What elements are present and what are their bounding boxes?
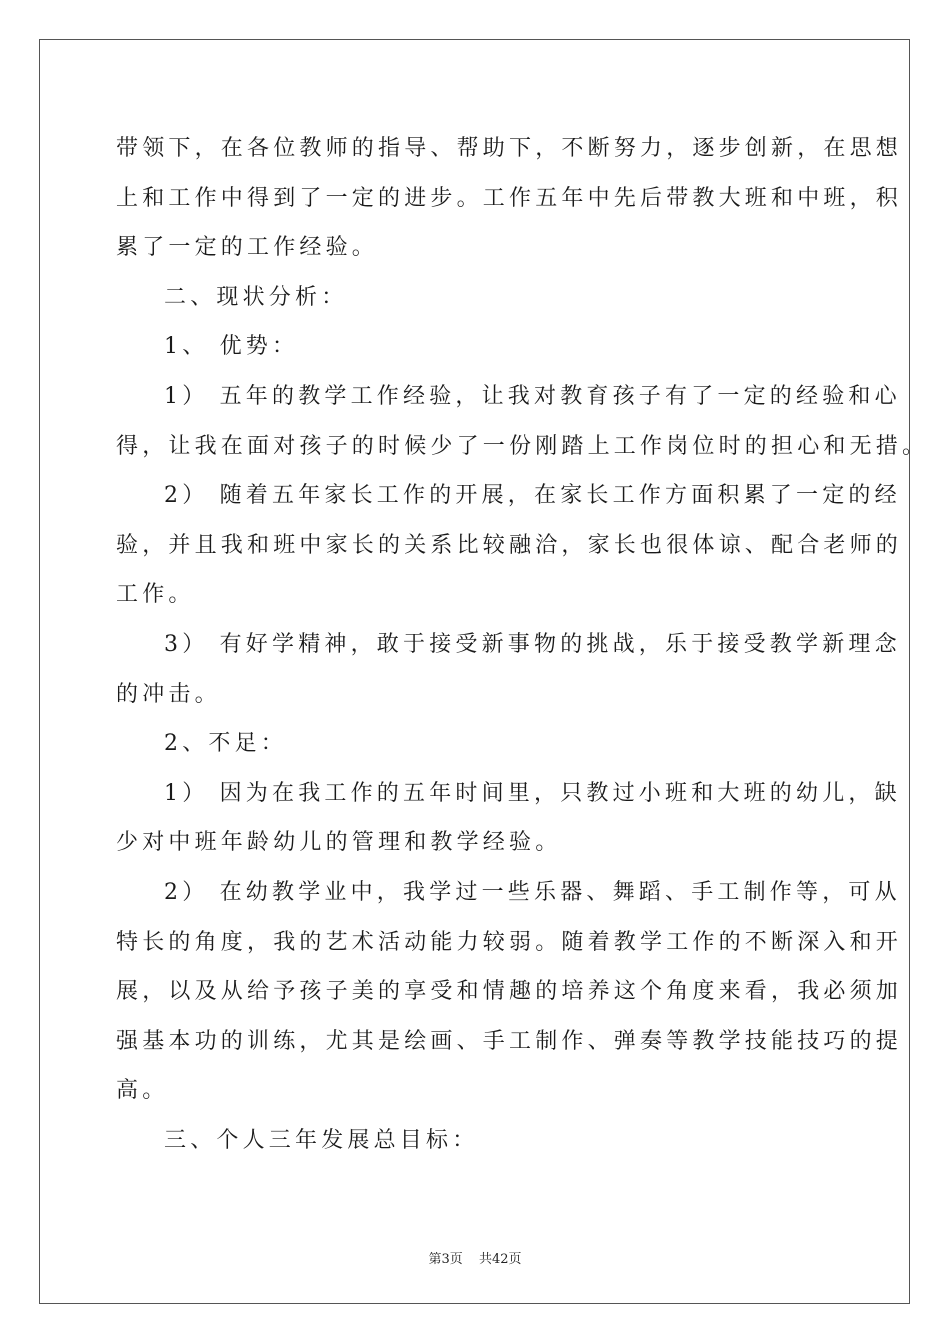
text-line: 工作。 bbox=[116, 582, 195, 608]
text-line: 带领下，在各位教师的指导、帮助下，不断努力，逐步创新，在思想 bbox=[116, 136, 903, 161]
section-heading bbox=[116, 273, 836, 323]
text-line: 高。 bbox=[116, 1078, 169, 1104]
text-line: 展，以及从给予孩子美的享受和情趣的培养这个角度来看，我必须加 bbox=[116, 979, 903, 1005]
page-number: 第3页 bbox=[428, 1252, 463, 1267]
list-item bbox=[116, 868, 903, 1116]
list-item bbox=[116, 769, 901, 868]
subsection-heading bbox=[116, 322, 836, 372]
text-line: 1） 五年的教学工作经验，让我对教育孩子有了一定的经验和心 bbox=[164, 383, 901, 409]
paragraph bbox=[116, 124, 903, 273]
page-footer bbox=[0, 1248, 950, 1267]
subsection-heading bbox=[116, 719, 836, 769]
text-line: 1、 优势： bbox=[164, 334, 299, 360]
text-line: 1） 因为在我工作的五年时间里，只教过小班和大班的幼儿，缺 bbox=[164, 780, 901, 806]
text-line: 累了一定的工作经验。 bbox=[116, 235, 379, 261]
text-line: 三、个人三年发展总目标： bbox=[164, 1127, 479, 1153]
text-line: 2、不足： bbox=[164, 731, 287, 757]
text-line: 的冲击。 bbox=[116, 681, 221, 707]
text-line: 3） 有好学精神，敢于接受新事物的挑战，乐于接受教学新理念 bbox=[164, 631, 901, 657]
text-line: 得，让我在面对孩子的时候少了一份刚踏上工作岗位时的担心和无措。 bbox=[116, 433, 929, 459]
text-line: 上和工作中得到了一定的进步。工作五年中先后带教大班和中班，积 bbox=[116, 185, 903, 211]
page-total: 共42页 bbox=[478, 1252, 522, 1267]
text-line: 少对中班年龄幼儿的管理和教学经验。 bbox=[116, 830, 562, 856]
list-item bbox=[116, 620, 901, 719]
text-line: 二、现状分析： bbox=[164, 284, 348, 310]
list-item bbox=[116, 372, 929, 471]
document-body bbox=[116, 124, 929, 1165]
text-line: 特长的角度，我的艺术活动能力较弱。随着教学工作的不断深入和开 bbox=[116, 929, 903, 955]
text-line: 2） 在幼教学业中，我学过一些乐器、舞蹈、手工制作等，可从 bbox=[164, 879, 901, 905]
text-line: 验，并且我和班中家长的关系比较融洽，家长也很体谅、配合老师的 bbox=[116, 532, 903, 558]
list-item bbox=[116, 471, 903, 620]
text-line: 强基本功的训练，尤其是绘画、手工制作、弹奏等教学技能技巧的提 bbox=[116, 1028, 903, 1054]
text-line: 2） 随着五年家长工作的开展，在家长工作方面积累了一定的经 bbox=[164, 483, 901, 509]
section-heading bbox=[116, 1116, 836, 1166]
